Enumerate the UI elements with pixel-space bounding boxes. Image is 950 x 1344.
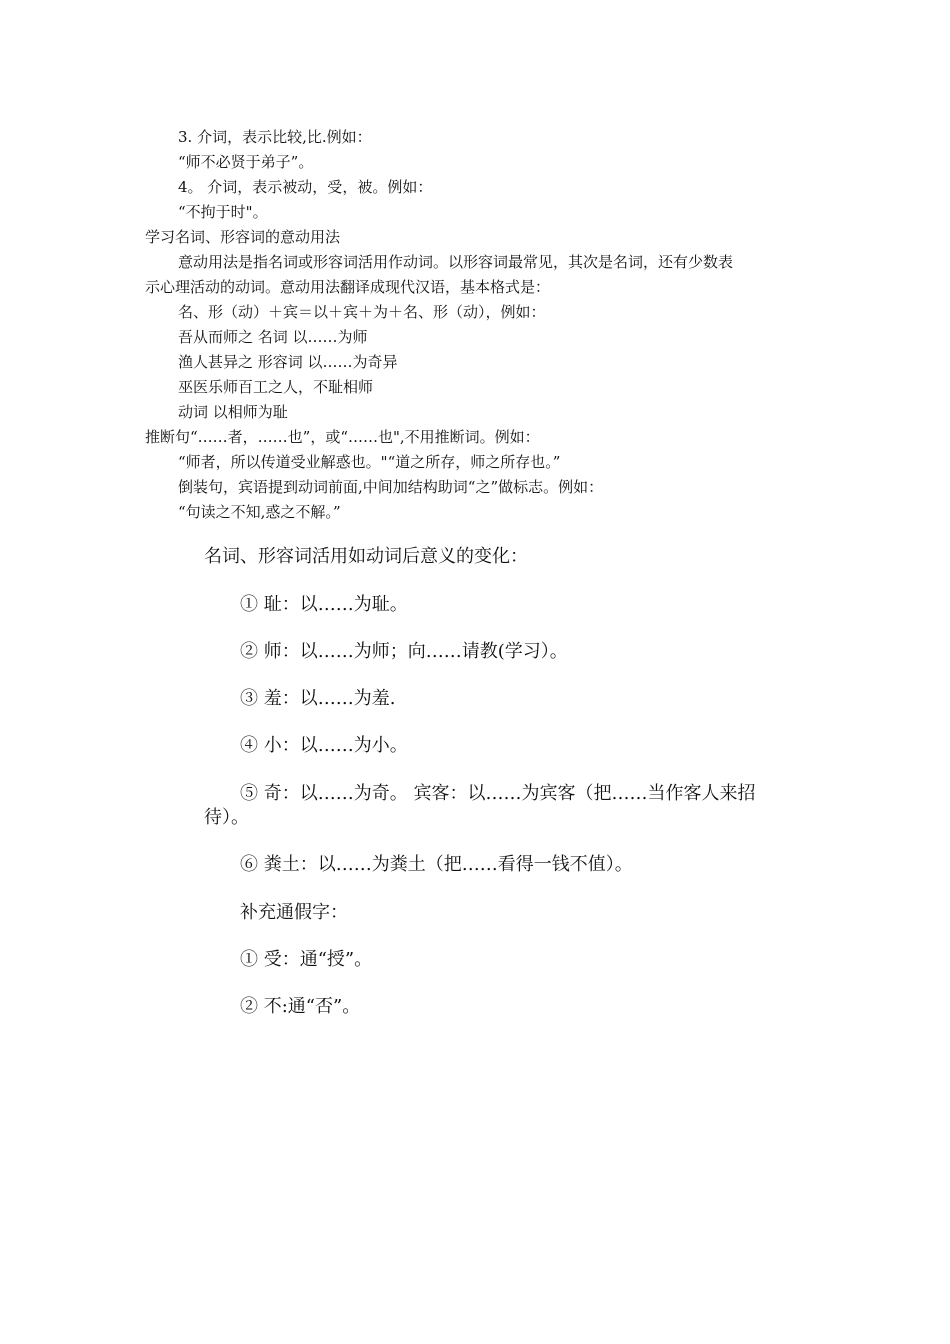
list-item: ① 受：通“授”。 xyxy=(240,949,373,970)
text-line: “不拘于时"。 xyxy=(178,203,268,221)
section-title: 学习名词、形容词的意动用法 xyxy=(145,228,341,246)
text-line: 吾从而师之 名词 以……为师 xyxy=(178,328,368,346)
list-item: ⑥ 粪土：以……为粪土（把……看得一钱不值）。 xyxy=(240,854,633,875)
list-item: ② 师：以……为师；向……请教(学习）。 xyxy=(240,641,568,662)
list-item: ② 不:通“否”。 xyxy=(240,996,361,1017)
text-line: 推断句“……者，……也”，或“……也",不用推断词。例如： xyxy=(145,428,540,446)
text-line: 巫医乐师百工之人，不耻相师 xyxy=(178,378,374,396)
supplement-heading: 补充通假字： xyxy=(240,902,348,923)
text-line: “师者，所以传道受业解惑也。"“道之所存，师之所存也。” xyxy=(178,453,561,471)
list-item: ④ 小：以……为小。 xyxy=(240,735,408,756)
text-line: 3. 介词，表示比较,比.例如： xyxy=(178,128,372,146)
text-line: 倒装句，宾语提到动词前面,中间加结构助词“之”做标志。例如： xyxy=(178,478,604,496)
list-item-continuation: 待）。 xyxy=(204,807,249,828)
text-line: 渔人甚异之 形容词 以……为奇异 xyxy=(178,353,398,371)
text-line: 4。 介词，表示被动，受，被。例如： xyxy=(178,178,433,196)
list-item: ③ 羞：以……为羞. xyxy=(240,688,396,709)
text-line: “句读之不知,惑之不解。” xyxy=(178,503,341,521)
text-line: 名、形（动）＋宾＝以＋宾＋为＋名、形（动），例如： xyxy=(178,303,546,321)
list-item: ⑤ 奇：以……为奇。 宾客：以……为宾客（把……当作客人来招 xyxy=(240,783,756,804)
text-line: 示心理活动的动词。意动用法翻译成现代汉语，基本格式是： xyxy=(145,278,551,296)
text-line: 动词 以相师为耻 xyxy=(178,403,288,421)
text-line: “师不必贤于弟子”。 xyxy=(178,153,314,171)
list-item: ① 耻：以……为耻。 xyxy=(240,594,408,615)
text-line: 意动用法是指名词或形容词活用作动词。以形容词最常见，其次是名词，还有少数表 xyxy=(178,253,734,271)
section-heading: 名词、形容词活用如动词后意义的变化： xyxy=(204,546,528,567)
